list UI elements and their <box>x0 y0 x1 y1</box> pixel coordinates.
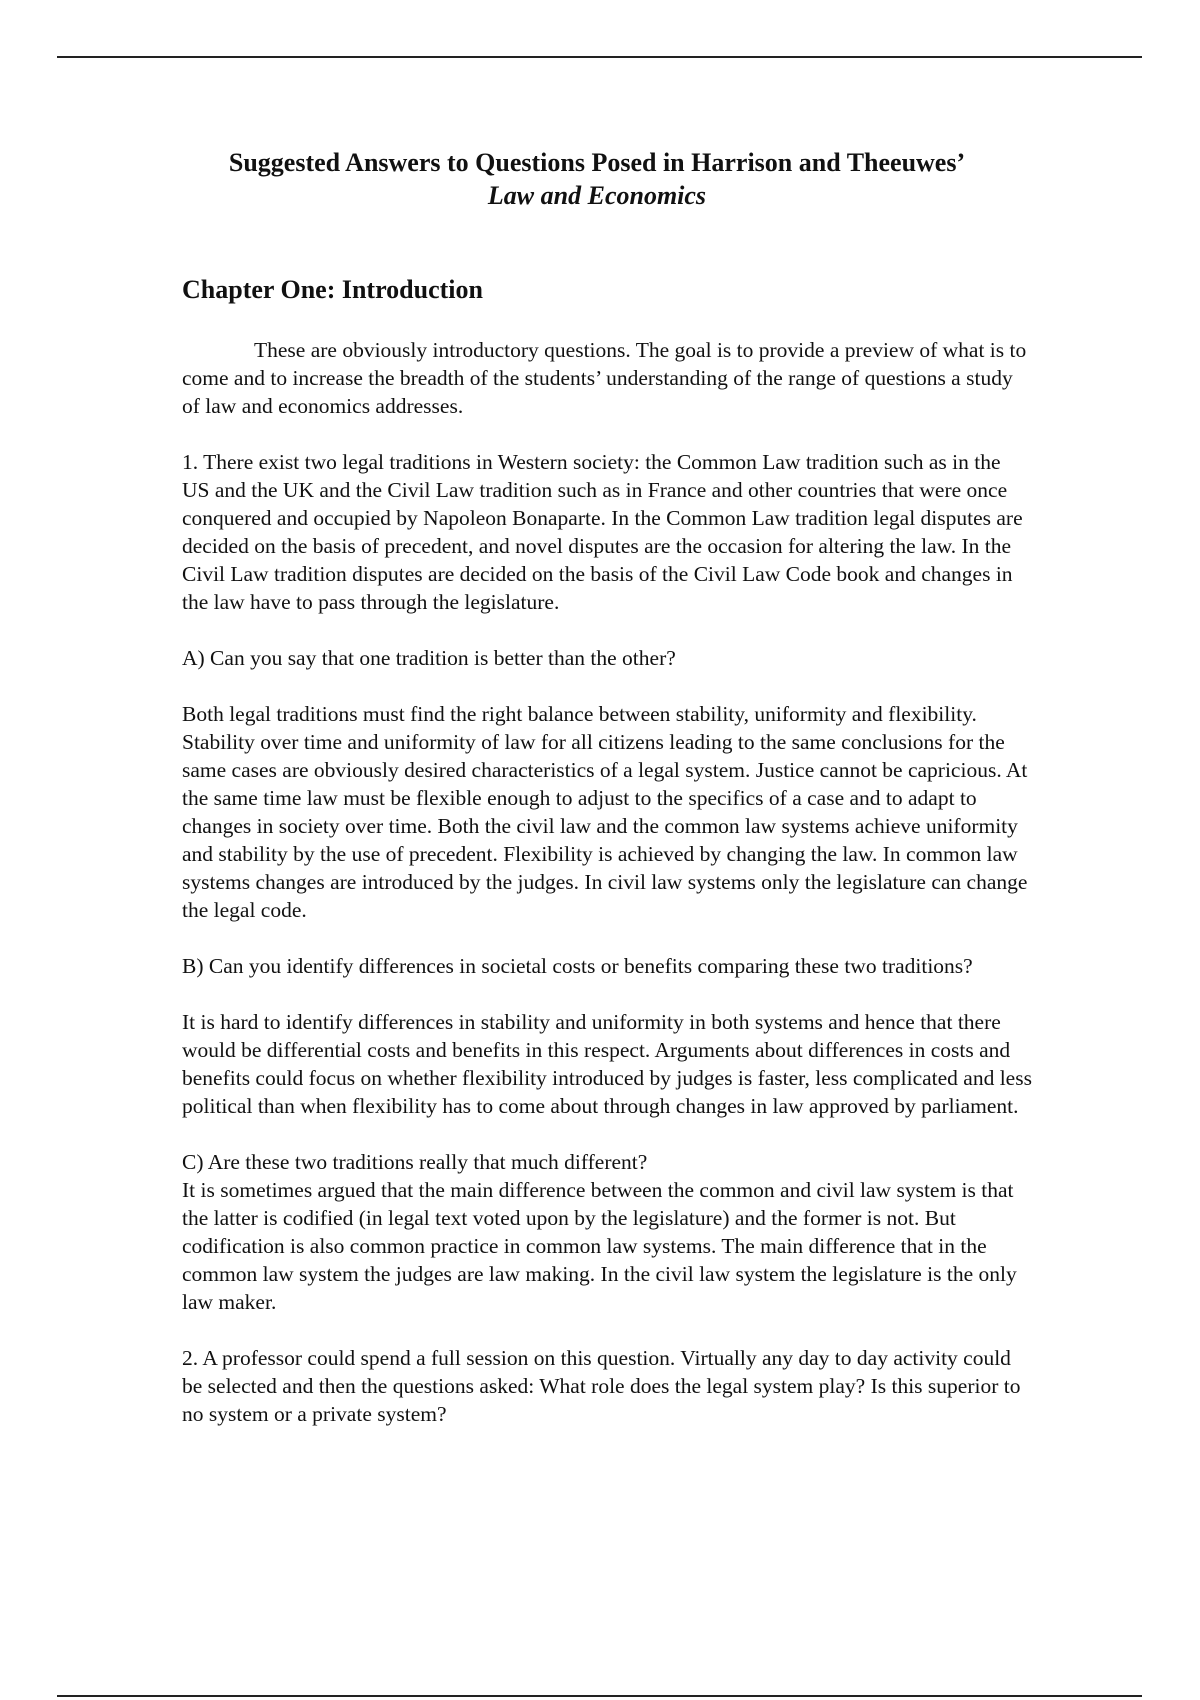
question-2-paragraph: 2. A professor could spend a full session on this question. Virtually any day to day activity could be selected and then the questions asked: What role does the legal system play? Is this superior to no system or a private system? <box>182 1346 1021 1426</box>
title-line-2: Law and Economics <box>487 181 707 210</box>
question-1b: B) Can you identify differences in societal costs or benefits comparing these two traditions? <box>182 954 973 978</box>
document-title <box>182 146 1012 212</box>
answer-1b-paragraph: It is hard to identify differences in stability and uniformity in both systems and hence that there would be differential costs and benefits in this respect. Arguments about differences in costs and benefits could focus on whether flexibility introduced by judges is faster, less complicated and less political than when flexibility has to come about through changes in law approved by parliament. <box>182 1010 1032 1118</box>
answer-1c-paragraph: It is sometimes argued that the main difference between the common and civil law system is that the latter is codified (in legal text voted upon by the legislature) and the former is not. But codification is also common practice in common law systems. The main difference that in the common law system the judges are law making. In the civil law system the legislature is the only law maker. <box>182 1178 1017 1314</box>
top-rule <box>57 56 1142 58</box>
bottom-rule <box>57 1695 1142 1697</box>
question-1-paragraph: 1. There exist two legal traditions in Western society: the Common Law tradition such as in the US and the UK and the Civil Law tradition such as in France and other countries that were once conquered and occupied by Napoleon Bonaparte. In the Common Law tradition legal disputes are decided on the basis of precedent, and novel disputes are the occasion for altering the law. In the Civil Law tradition disputes are decided on the basis of the Civil Law Code book and changes in the law have to pass through the legislature. <box>182 450 1023 614</box>
title-line-1: Suggested Answers to Questions Posed in Harrison and Theeuwes’ <box>228 148 966 177</box>
intro-paragraph: These are obviously introductory questions. The goal is to provide a preview of what is to come and to increase the breadth of the students’ understanding of the range of questions a study of law and economics addresses. <box>182 338 1027 418</box>
document-body <box>182 146 1032 1428</box>
chapter-heading: Chapter One: Introduction <box>182 275 483 304</box>
question-1a: A) Can you say that one tradition is better than the other? <box>182 646 676 670</box>
question-1c: C) Are these two traditions really that much different? <box>182 1150 648 1174</box>
answer-1a-paragraph: Both legal traditions must find the right balance between stability, uniformity and flexibility. Stability over time and uniformity of law for all citizens leading to the same conclusions for the same cases are obviously desired characteristics of a legal system. Justice cannot be capricious. At the same time law must be flexible enough to adjust to the specifics of a case and to adapt to changes in society over time. Both the civil law and the common law systems achieve uniformity and stability by the use of precedent. Flexibility is achieved by changing the law. In common law systems changes are introduced by the judges. In civil law systems only the legislature can change the legal code. <box>182 702 1028 922</box>
